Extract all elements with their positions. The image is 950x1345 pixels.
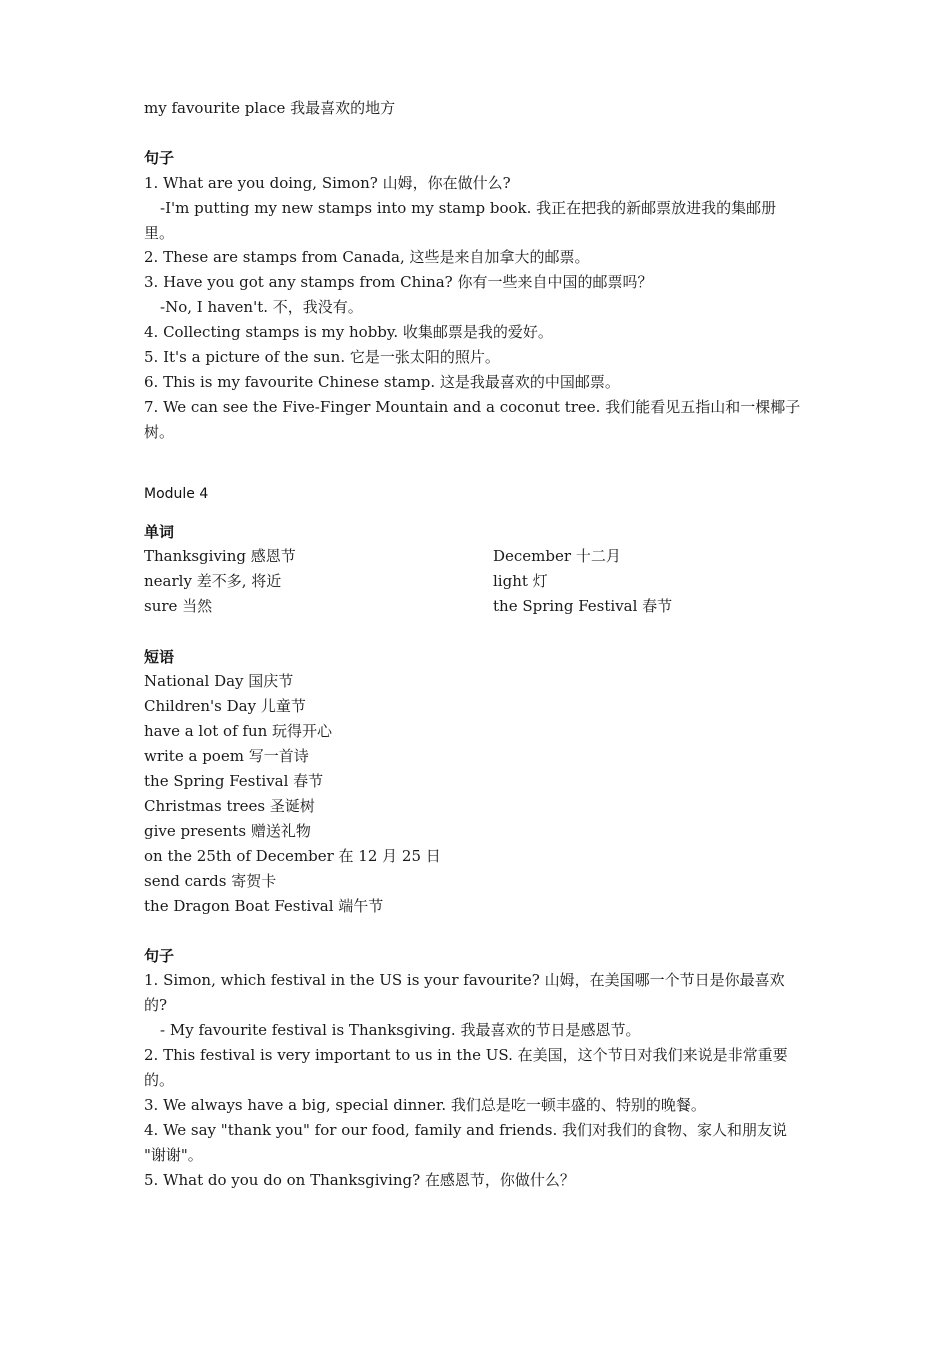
phrase-item: write a poem 写一首诗 [144,747,309,765]
phrase-item: Christmas trees 圣诞树 [144,797,315,815]
section-heading-words: 单词 [144,523,175,541]
sentence-line: 4. Collecting stamps is my hobby. 收集邮票是我的爱好。 [144,323,553,341]
phrase-item: give presents 赠送礼物 [144,822,311,840]
sentence-line: 里。 [144,224,175,242]
sentence-line: 4. We say "thank you" for our food, family and friends. 我们对我们的食物、家人和朋友说 [144,1121,788,1139]
sentence-line: 6. This is my favourite Chinese stamp. 这是我最喜欢的中国邮票。 [144,373,620,391]
word-item: nearly 差不多, 将近 [144,572,282,590]
sentence-line: 3. We always have a big, special dinner. 我们总是吃一顿丰盛的、特别的晚餐。 [144,1096,706,1114]
sentence-line: 的? [144,996,168,1014]
phrase-item: on the 25th of December 在 12 月 25 日 [144,847,441,865]
module-title: Module 4 [144,486,209,502]
sentence-line: 3. Have you got any stamps from China? 你有一些来自中国的邮票吗？ [144,273,653,291]
sentence-line: 7. We can see the Five-Finger Mountain and a coconut tree. 我们能看见五指山和一棵椰子 [144,398,801,416]
sentence-line: 1. Simon, which festival in the US is your favourite? 山姆，在美国哪一个节日是你最喜欢 [144,971,785,989]
sentence-line: 2. These are stamps from Canada, 这些是来自加拿大的邮票。 [144,248,590,266]
sentence-line: 5. It's a picture of the sun. 它是一张太阳的照片。 [144,348,500,366]
sentence-line: 的。 [144,1071,175,1089]
sentence-line: 5. What do you do on Thanksgiving? 在感恩节，你做什么？ [144,1171,575,1189]
word-item: the Spring Festival 春节 [493,597,673,615]
phrase-item: Children's Day 儿童节 [144,697,306,715]
phrase-item: have a lot of fun 玩得开心 [144,722,333,740]
sentence-line: 树。 [144,423,175,441]
phrase-item: the Spring Festival 春节 [144,772,324,790]
sentence-line: 2. This festival is very important to us in the US. 在美国，这个节日对我们来说是非常重要 [144,1046,788,1064]
sentence-line: -I'm putting my new stamps into my stamp book. 我正在把我的新邮票放进我的集邮册 [160,199,777,217]
word-item: Thanksgiving 感恩节 [144,547,296,565]
sentence-line: - My favourite festival is Thanksgiving. 我最喜欢的节日是感恩节。 [160,1021,641,1039]
section-heading-phrases: 短语 [144,648,175,666]
phrase-item: the Dragon Boat Festival 端午节 [144,897,384,915]
sentence-line: 1. What are you doing, Simon? 山姆，你在做什么? [144,174,511,192]
section-heading-sentences-2: 句子 [144,947,175,965]
sentence-line: -No, I haven't. 不，我没有。 [160,298,363,316]
section-heading-sentences-1: 句子 [144,149,175,167]
word-item: light 灯 [493,572,548,590]
phrase-my-favourite-place: my favourite place 我最喜欢的地方 [144,99,396,117]
word-item: sure 当然 [144,597,213,615]
phrase-item: National Day 国庆节 [144,672,294,690]
word-item: December 十二月 [493,547,621,565]
sentence-line: "谢谢"。 [144,1146,203,1164]
phrase-item: send cards 寄贺卡 [144,872,277,890]
